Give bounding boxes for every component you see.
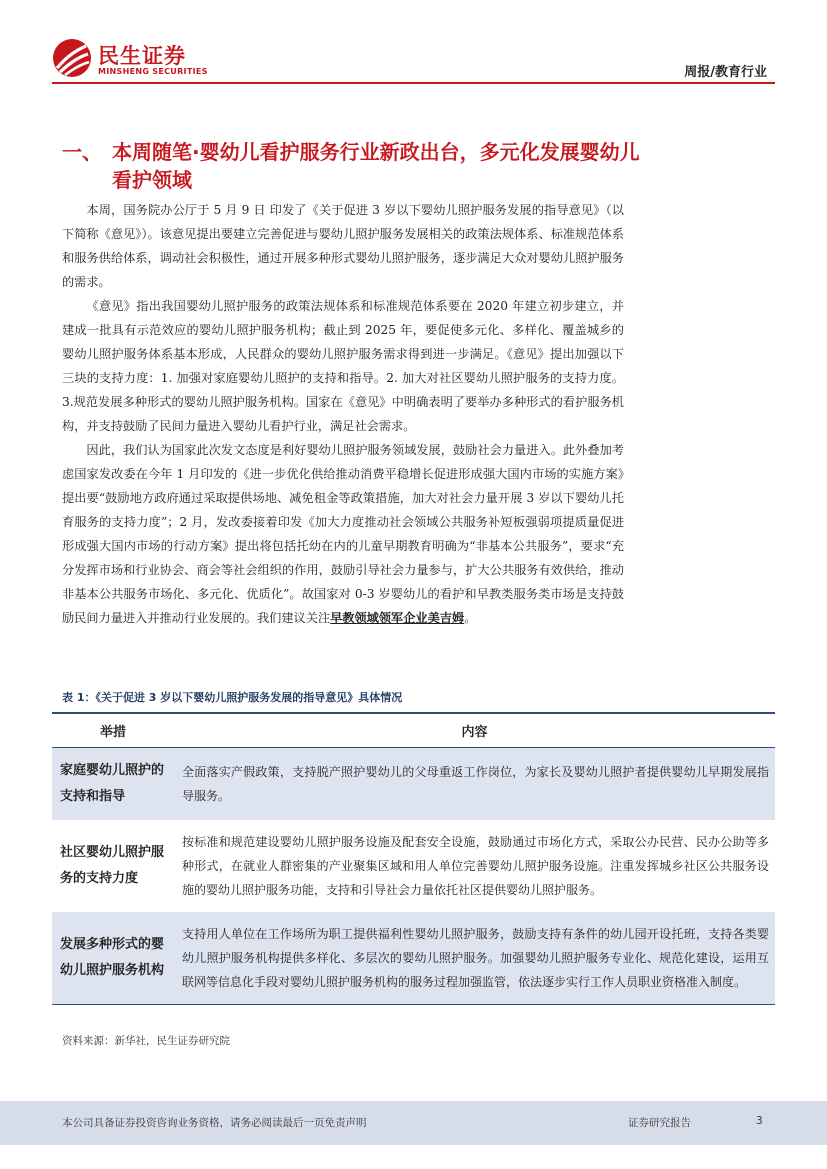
measures-table [52, 712, 775, 1005]
section-number: 一、 [62, 140, 102, 164]
page-footer [0, 1101, 827, 1145]
row-content: 支持用人单位在工作场所为职工提供福利性婴幼儿照护服务，鼓励支持有条件的幼儿园开设托班，支持各类婴幼儿照护服务机构提供多样化、多层次的婴幼儿照护服务。加强婴幼儿照护服务专业化、规范化建设，运用互联网等信息化手段对婴幼儿照护服务机构的服务过程加强监管，依法逐步实行工作人员职业资格准入制度。 [174, 912, 775, 1005]
row-label: 发展多种形式的婴幼儿照护服务机构 [52, 912, 174, 1005]
paragraph-3 [62, 438, 624, 630]
footer-disclaimer: 本公司具备证券投资咨询业务资格，请务必阅读最后一页免责声明 [62, 1117, 367, 1129]
section-heading [62, 138, 642, 194]
article-body [62, 198, 624, 630]
logo-english-name: MINSHENG SECURITIES [98, 67, 208, 76]
logo-chinese-name: 民生证券 [98, 44, 186, 68]
table-row [52, 820, 775, 912]
row-label: 家庭婴幼儿照护的支持和指导 [52, 747, 174, 820]
recommended-company: 早教领域领军企业美吉姆 [330, 611, 465, 625]
header-divider [52, 82, 775, 84]
table-caption: 表 1：《关于促进 3 岁以下婴幼儿照护服务发展的指导意见》具体情况 [62, 691, 403, 704]
row-content: 全面落实产假政策，支持脱产照护婴幼儿的父母重返工作岗位，为家长及婴幼儿照护者提供婴幼儿早期发展指导服务。 [174, 747, 775, 820]
page-number: 3 [756, 1115, 763, 1127]
table-row [52, 747, 775, 820]
table-row [52, 912, 775, 1005]
paragraph-1: 本周，国务院办公厅于 5 月 9 日 印发了《关于促进 3 岁以下婴幼儿照护服务发展的指导意见》（以下简称《意见》）。该意见提出要建立完善促进与婴幼儿照护服务发展相关的政策法规体系、标准规范体系和服务供给体系，调动社会积极性，通过开展多种形式婴幼儿照护服务，逐步满足大众对婴幼儿照护服务的需求。 [62, 203, 624, 289]
paragraph-3-main: 因此，我们认为国家此次发文态度是利好婴幼儿照护服务领域发展，鼓励社会力量进入。此外叠加考虑国家发改委在今年 1 月印发的《进一步优化供给推动消费平稳增长促进形成强大国内市场的实施方案》提出要“鼓励地方政府通过采取提供场地、减免租金等政策措施，加大对社会力量开展 3 岁以下婴幼儿托育服务的支持力度”；2 月，发改委接着印发《加大力度推动社会领域公共服务补短板强弱项提质量促进形成强大国内市场的行动方案》提出将包括托幼在内的儿童早期教育明确为“非基本公共服务”，要求“充分发挥市场和行业协会、商会等社会组织的作用，鼓励引导社会力量参与，扩大公共服务有效供给，推动非基本公共服务市场化、多元化、优质化”。故国家对 0-3 岁婴幼儿的看护和早教类服务类市场是支持鼓励民间力量进入并推动行业发展的。我们建议关注 [62, 443, 624, 625]
report-category: 周报/教育行业 [684, 65, 767, 80]
table-source: 资料来源：新华社，民生证券研究院 [62, 1035, 230, 1047]
minsheng-logo-icon [52, 38, 92, 78]
paragraph-2: 《意见》指出我国婴幼儿照护服务的政策法规体系和标准规范体系要在 2020 年建立初步建立，并建成一批具有示范效应的婴幼儿照护服务机构；截止到 2025 年，要促使多元化、多样化、覆盖城乡的婴幼儿照护服务体系基本形成，人民群众的婴幼儿照护服务需求得到进一步满足。《意见》提出加强以下三块的支持力度：1. 加强对家庭婴幼儿照护的支持和指导。2. 加大对社区婴幼儿照护服务的支持力度。3.规范发展多种形式的婴幼儿照护服务机构。国家在《意见》中明确表明了要举办多种形式的看护服务机构，并支持鼓励了民间力量进入婴幼儿看护行业，满足社会需求。 [62, 299, 624, 433]
header-content: 内容 [174, 713, 775, 747]
section-title: 本周随笔·婴幼儿看护服务行业新政出台，多元化发展婴幼儿看护领域 [112, 140, 640, 192]
row-label: 社区婴幼儿照护服务的支持力度 [60, 844, 165, 886]
paragraph-3-end: 。 [464, 611, 477, 625]
minsheng-logo [52, 38, 212, 80]
footer-report-type: 证券研究报告 [628, 1117, 691, 1129]
table-header-row [52, 713, 775, 747]
header-measures: 举措 [52, 713, 174, 747]
row-content: 按标准和规范建设婴幼儿照护服务设施及配套安全设施，鼓励通过市场化方式，采取公办民营、民办公助等多种形式，在就业人群密集的产业聚集区域和用人单位完善婴幼儿照护服务设施。注重发挥城乡社区公共服务设施的婴幼儿照护服务功能，支持和引导社会力量依托社区提供婴幼儿照护服务。 [182, 834, 769, 897]
